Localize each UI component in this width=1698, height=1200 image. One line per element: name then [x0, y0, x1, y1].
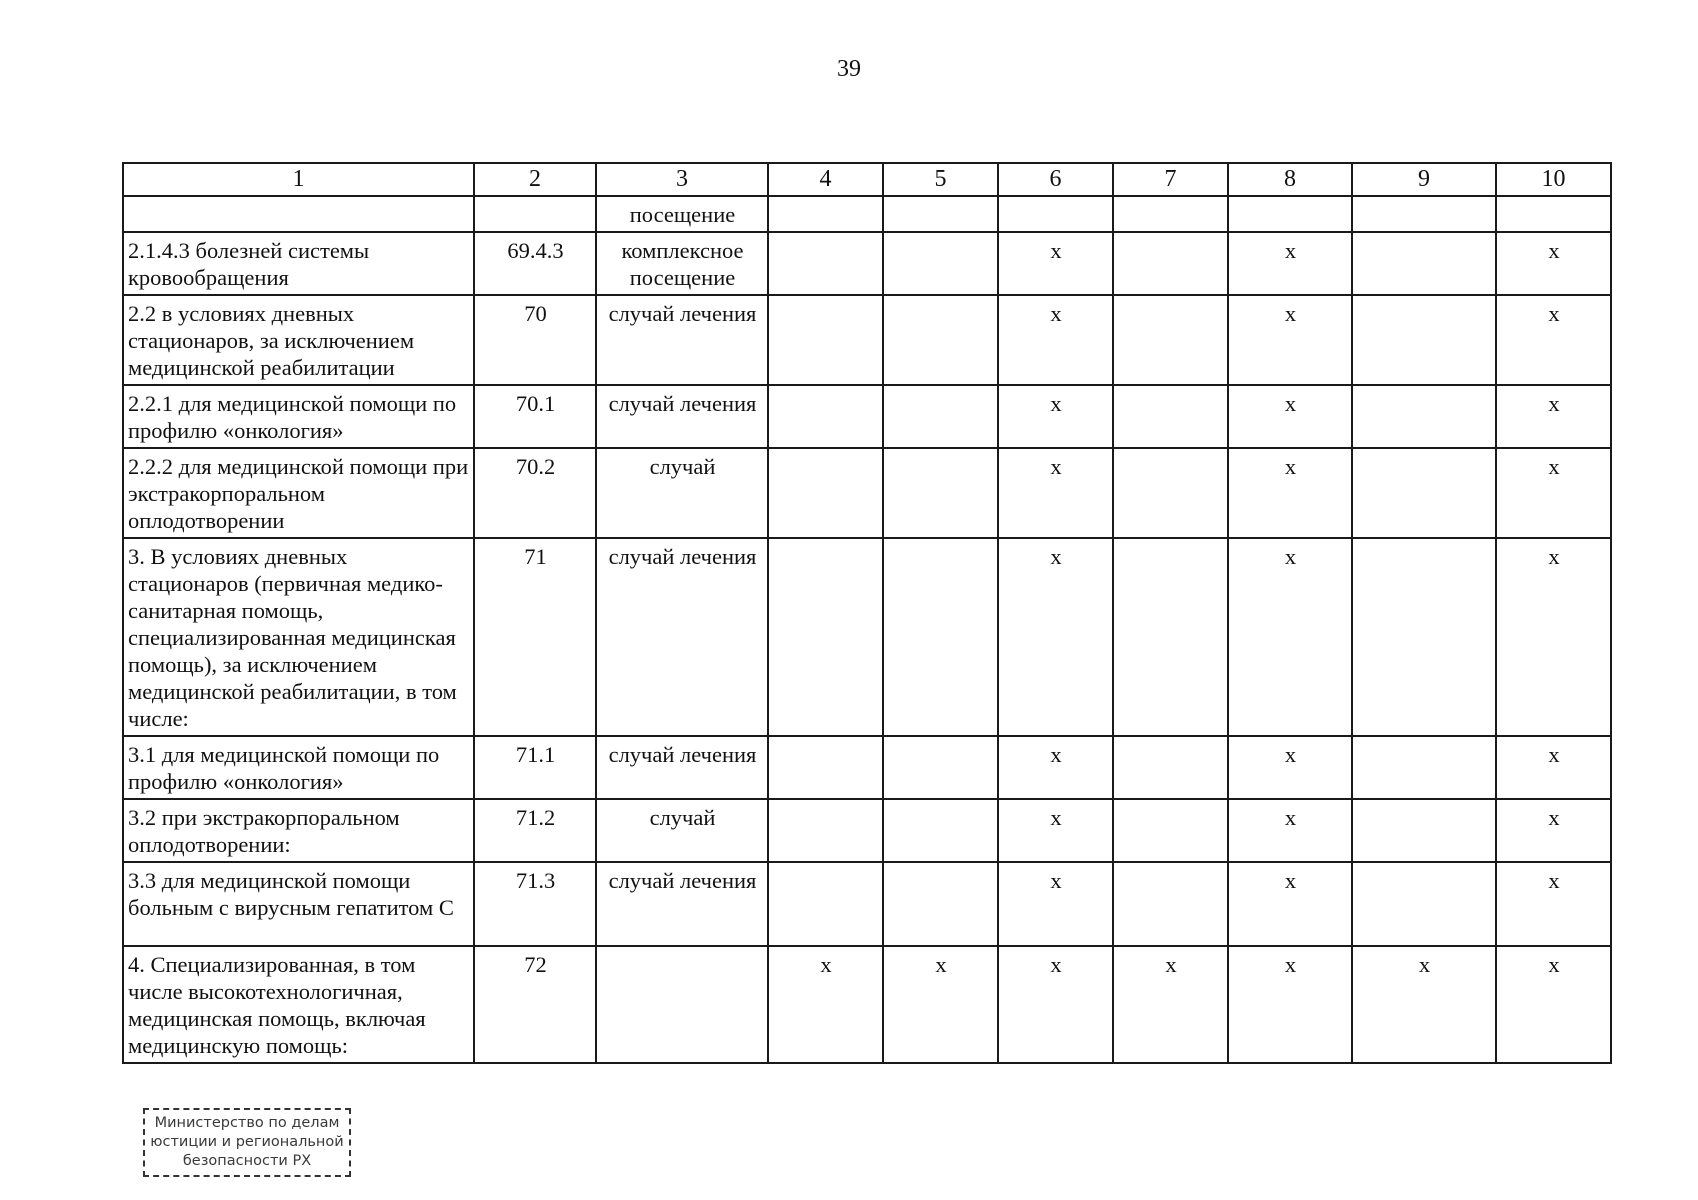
mark-cell-col-4 — [768, 196, 883, 232]
mark-cell-col-8: х — [1228, 799, 1352, 862]
row-label-cell: 2.2 в условиях дневных стационаров, за исключением медицинской реабилитации — [123, 295, 474, 385]
mark-cell-col-4 — [768, 538, 883, 736]
mark-cell-col-10: х — [1496, 538, 1611, 736]
mark-cell-col-5 — [883, 736, 998, 799]
mark-cell-col-8: х — [1228, 538, 1352, 736]
unit-cell: случай лечения — [596, 295, 768, 385]
mark-cell-col-10: х — [1496, 946, 1611, 1063]
table-row — [123, 385, 1611, 448]
mark-cell-col-10: х — [1496, 385, 1611, 448]
mark-cell-col-8: х — [1228, 736, 1352, 799]
mark-cell-col-4 — [768, 295, 883, 385]
unit-cell: случай лечения — [596, 538, 768, 736]
mark-cell-col-7 — [1113, 736, 1228, 799]
mark-cell-col-4 — [768, 736, 883, 799]
row-code-cell: 71 — [474, 538, 596, 736]
mark-cell-col-9 — [1352, 295, 1496, 385]
mark-cell-col-10: х — [1496, 799, 1611, 862]
unit-cell: случай лечения — [596, 862, 768, 946]
stamp-line: Министерство по делам — [154, 1115, 340, 1131]
table-row — [123, 295, 1611, 385]
mark-cell-col-10: х — [1496, 862, 1611, 946]
mark-cell-col-9 — [1352, 448, 1496, 538]
column-header-6: 6 — [998, 163, 1113, 196]
mark-cell-col-10: х — [1496, 448, 1611, 538]
mark-cell-col-5 — [883, 385, 998, 448]
mark-cell-col-10: х — [1496, 232, 1611, 295]
row-code-cell: 70.1 — [474, 385, 596, 448]
mark-cell-col-7 — [1113, 232, 1228, 295]
mark-cell-col-7 — [1113, 862, 1228, 946]
mark-cell-col-4 — [768, 862, 883, 946]
row-label-cell: 2.2.1 для медицинской помощи по профилю «онкология» — [123, 385, 474, 448]
row-code-cell — [474, 196, 596, 232]
table-row — [123, 448, 1611, 538]
row-code-cell: 71.1 — [474, 736, 596, 799]
mark-cell-col-7 — [1113, 448, 1228, 538]
mark-cell-col-6: х — [998, 295, 1113, 385]
table-row — [123, 799, 1611, 862]
row-code-cell: 70 — [474, 295, 596, 385]
data-table — [122, 162, 1612, 1064]
registration-stamp — [143, 1108, 351, 1177]
column-header-9: 9 — [1352, 163, 1496, 196]
row-code-cell: 69.4.3 — [474, 232, 596, 295]
row-label-cell — [123, 196, 474, 232]
mark-cell-col-9 — [1352, 799, 1496, 862]
mark-cell-col-6: х — [998, 799, 1113, 862]
column-header-4: 4 — [768, 163, 883, 196]
stamp-line: безопасности РХ — [182, 1153, 312, 1169]
unit-cell: случай лечения — [596, 736, 768, 799]
mark-cell-col-7 — [1113, 799, 1228, 862]
row-code-cell: 71.2 — [474, 799, 596, 862]
mark-cell-col-5 — [883, 448, 998, 538]
unit-cell: случай лечения — [596, 385, 768, 448]
table-body — [123, 196, 1611, 1063]
mark-cell-col-6: х — [998, 385, 1113, 448]
mark-cell-col-4 — [768, 799, 883, 862]
mark-cell-col-7 — [1113, 538, 1228, 736]
mark-cell-col-10: х — [1496, 736, 1611, 799]
mark-cell-col-4: х — [768, 946, 883, 1063]
mark-cell-col-5 — [883, 196, 998, 232]
unit-cell: комплексное посещение — [596, 232, 768, 295]
mark-cell-col-9 — [1352, 385, 1496, 448]
row-label-cell: 2.2.2 для медицинской помощи при экстракорпоральном оплодотворении — [123, 448, 474, 538]
column-header-10: 10 — [1496, 163, 1611, 196]
table-header — [123, 163, 1611, 196]
mark-cell-col-5 — [883, 538, 998, 736]
mark-cell-col-5 — [883, 295, 998, 385]
mark-cell-col-6: х — [998, 736, 1113, 799]
table-row — [123, 196, 1611, 232]
table-row — [123, 736, 1611, 799]
mark-cell-col-5: х — [883, 946, 998, 1063]
page-number: 39 — [837, 56, 861, 82]
mark-cell-col-8: х — [1228, 448, 1352, 538]
mark-cell-col-6: х — [998, 232, 1113, 295]
column-header-3: 3 — [596, 163, 768, 196]
mark-cell-col-8: х — [1228, 862, 1352, 946]
row-label-cell: 3.3 для медицинской помощи больным с вирусным гепатитом С — [123, 862, 474, 946]
row-label-cell: 3.2 при экстракорпоральном оплодотворении: — [123, 799, 474, 862]
mark-cell-col-7: х — [1113, 946, 1228, 1063]
mark-cell-col-6: х — [998, 862, 1113, 946]
mark-cell-col-8: х — [1228, 232, 1352, 295]
mark-cell-col-4 — [768, 448, 883, 538]
mark-cell-col-9 — [1352, 232, 1496, 295]
mark-cell-col-6: х — [998, 448, 1113, 538]
mark-cell-col-10 — [1496, 196, 1611, 232]
mark-cell-col-6: х — [998, 538, 1113, 736]
mark-cell-col-8: х — [1228, 385, 1352, 448]
row-code-cell: 70.2 — [474, 448, 596, 538]
mark-cell-col-8: х — [1228, 295, 1352, 385]
table-row — [123, 232, 1611, 295]
column-header-2: 2 — [474, 163, 596, 196]
row-code-cell: 72 — [474, 946, 596, 1063]
mark-cell-col-10: х — [1496, 295, 1611, 385]
mark-cell-col-7 — [1113, 196, 1228, 232]
row-code-cell: 71.3 — [474, 862, 596, 946]
column-header-7: 7 — [1113, 163, 1228, 196]
column-header-1: 1 — [123, 163, 474, 196]
table-row — [123, 946, 1611, 1063]
mark-cell-col-9: х — [1352, 946, 1496, 1063]
row-label-cell: 3.1 для медицинской помощи по профилю «онкология» — [123, 736, 474, 799]
mark-cell-col-7 — [1113, 385, 1228, 448]
row-label-cell: 3. В условиях дневных стационаров (первичная медико-санитарная помощь, специализированная медицинская помощь), за исключением медицинской реабилитации, в том числе: — [123, 538, 474, 736]
table-row — [123, 862, 1611, 946]
mark-cell-col-9 — [1352, 196, 1496, 232]
mark-cell-col-9 — [1352, 862, 1496, 946]
row-label-cell: 2.1.4.3 болезней системы кровообращения — [123, 232, 474, 295]
mark-cell-col-9 — [1352, 538, 1496, 736]
mark-cell-col-4 — [768, 232, 883, 295]
stamp-line: юстиции и региональной — [150, 1134, 344, 1150]
mark-cell-col-9 — [1352, 736, 1496, 799]
row-label-cell: 4. Специализированная, в том числе высокотехнологичная, медицинская помощь, включая медицинскую помощь: — [123, 946, 474, 1063]
unit-cell — [596, 946, 768, 1063]
mark-cell-col-5 — [883, 862, 998, 946]
unit-cell: посещение — [596, 196, 768, 232]
mark-cell-col-5 — [883, 232, 998, 295]
mark-cell-col-6: х — [998, 946, 1113, 1063]
unit-cell: случай — [596, 448, 768, 538]
table-row — [123, 538, 1611, 736]
unit-cell: случай — [596, 799, 768, 862]
mark-cell-col-8 — [1228, 196, 1352, 232]
mark-cell-col-4 — [768, 385, 883, 448]
mark-cell-col-5 — [883, 799, 998, 862]
mark-cell-col-8: х — [1228, 946, 1352, 1063]
column-header-5: 5 — [883, 163, 998, 196]
mark-cell-col-7 — [1113, 295, 1228, 385]
mark-cell-col-6 — [998, 196, 1113, 232]
header-row — [123, 163, 1611, 196]
column-header-8: 8 — [1228, 163, 1352, 196]
